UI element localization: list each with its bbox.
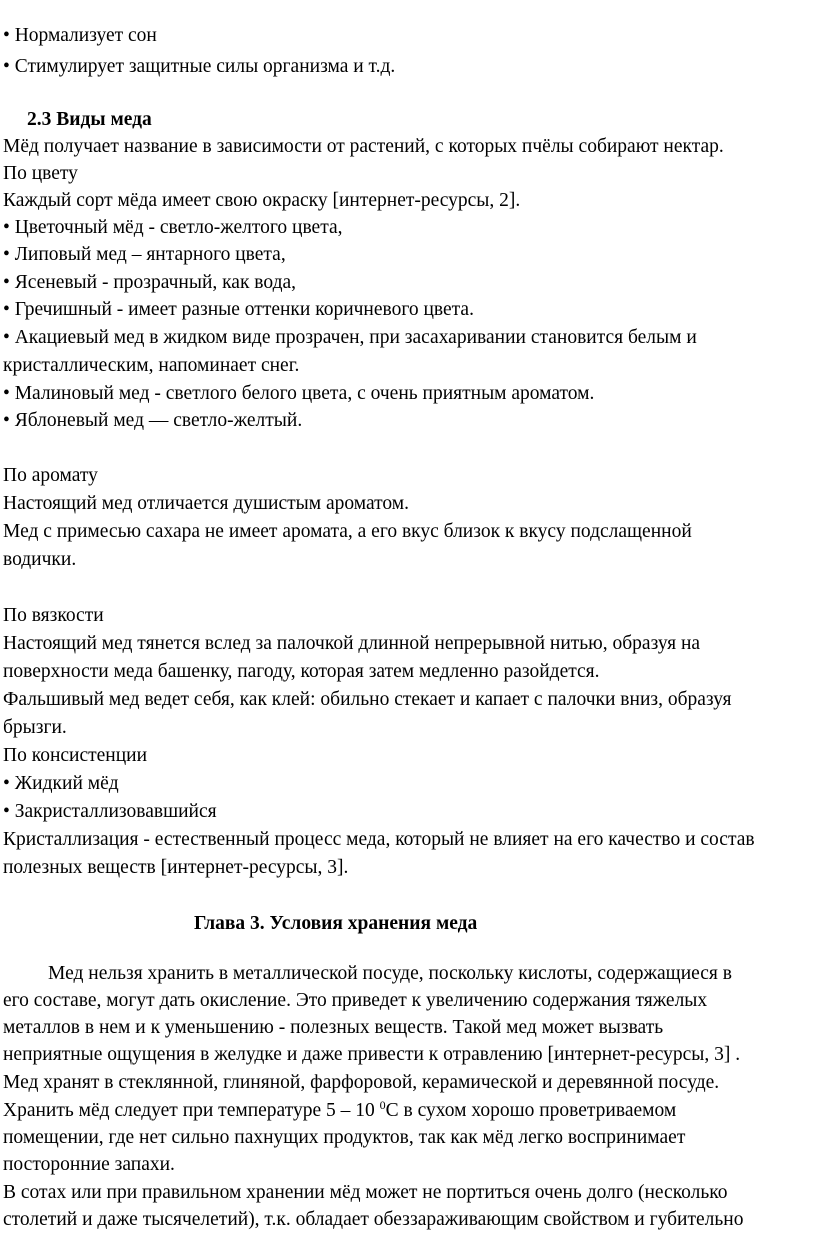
paragraph-line: столетий и даже тысячелетий), т.к. обладает обеззараживающим свойством и губительно [3,1209,744,1230]
paragraph-line: Мед нельзя хранить в металлической посуде, поскольку кислоты, содержащиеся в [48,963,732,984]
paragraph-line: поверхности меда башенку, пагоду, которая затем медленно разойдется. [3,661,600,682]
paragraph-line: Мед с примесью сахара не имеет аромата, а его вкус близок к вкусу подслащенной [3,521,692,542]
paragraph-line: брызги. [3,717,67,738]
paragraph-line: водички. [3,549,77,570]
list-item: • Стимулирует защитные силы организма и т.д. [3,56,396,77]
list-item: • Гречишный - имеет разные оттенки коричневого цвета. [3,299,474,320]
temperature-text-start: Хранить мёд следует при температуре 5 – 10 [3,1100,380,1121]
list-item: • Акациевый мед в жидком виде прозрачен, при засахаривании становится белым и [3,327,697,348]
paragraph-line [3,1097,676,1124]
temperature-text-end: С в сухом хорошо проветриваемом [385,1100,677,1121]
list-item: • Липовый мед – янтарного цвета, [3,244,286,265]
list-item: • Жидкий мёд [3,773,119,794]
list-item: • Малиновый мед - светлого белого цвета, с очень приятным ароматом. [3,383,595,404]
list-item: • Ясеневый - прозрачный, как вода, [3,272,297,293]
list-item: • Нормализует сон [3,25,157,46]
paragraph-line: посторонние запахи. [3,1154,175,1175]
list-item: • Цветочный мёд - светло-желтого цвета, [3,217,343,238]
paragraph-line: неприятные ощущения в желудке и даже привести к отравлению [интернет-ресурсы, 3] . [3,1044,741,1065]
list-item: • Яблоневый мед — светло-желтый. [3,410,303,431]
paragraph-line: его составе, могут дать окисление. Это приведет к увеличению содержания тяжелых [3,990,708,1011]
subsection-label: По аромату [3,465,98,486]
paragraph-line: В сотах или при правильном хранении мёд может не портиться очень долго (несколько [3,1182,728,1203]
paragraph-line: помещении, где нет сильно пахнущих продуктов, так как мёд легко воспринимает [3,1127,686,1148]
paragraph-line: Кристаллизация - естественный процесс меда, который не влияет на его качество и состав [3,829,755,850]
subsection-label: По вязкости [3,605,104,626]
subsection-label: По цвету [3,163,78,184]
paragraph-line: Мёд получает название в зависимости от растений, с которых пчёлы собирают нектар. [3,136,724,157]
section-heading: 2.3 Виды меда [27,109,152,130]
subsection-label: По консистенции [3,745,148,766]
paragraph-line: Каждый сорт мёда имеет свою окраску [интернет-ресурсы, 2]. [3,190,521,211]
paragraph-line: кристаллическим, напоминает снег. [3,355,300,376]
list-item: • Закристаллизовавшийся [3,801,217,822]
chapter-heading: Глава 3. Условия хранения меда [194,913,478,934]
paragraph-line: Фальшивый мед ведет себя, как клей: обильно стекает и капает с палочки вниз, образуя [3,689,732,710]
paragraph-line: металлов в нем и к уменьшению - полезных веществ. Такой мед может вызвать [3,1017,664,1038]
paragraph-line: Мед хранят в стеклянной, глиняной, фарфоровой, керамической и деревянной посуде. [3,1072,720,1093]
paragraph-line: Настоящий мед отличается душистым ароматом. [3,493,409,514]
degree-superscript: 0 [379,1098,386,1112]
paragraph-line: полезных веществ [интернет-ресурсы, 3]. [3,857,349,878]
paragraph-line: Настоящий мед тянется вслед за палочкой длинной непрерывной нитью, образуя на [3,633,701,654]
